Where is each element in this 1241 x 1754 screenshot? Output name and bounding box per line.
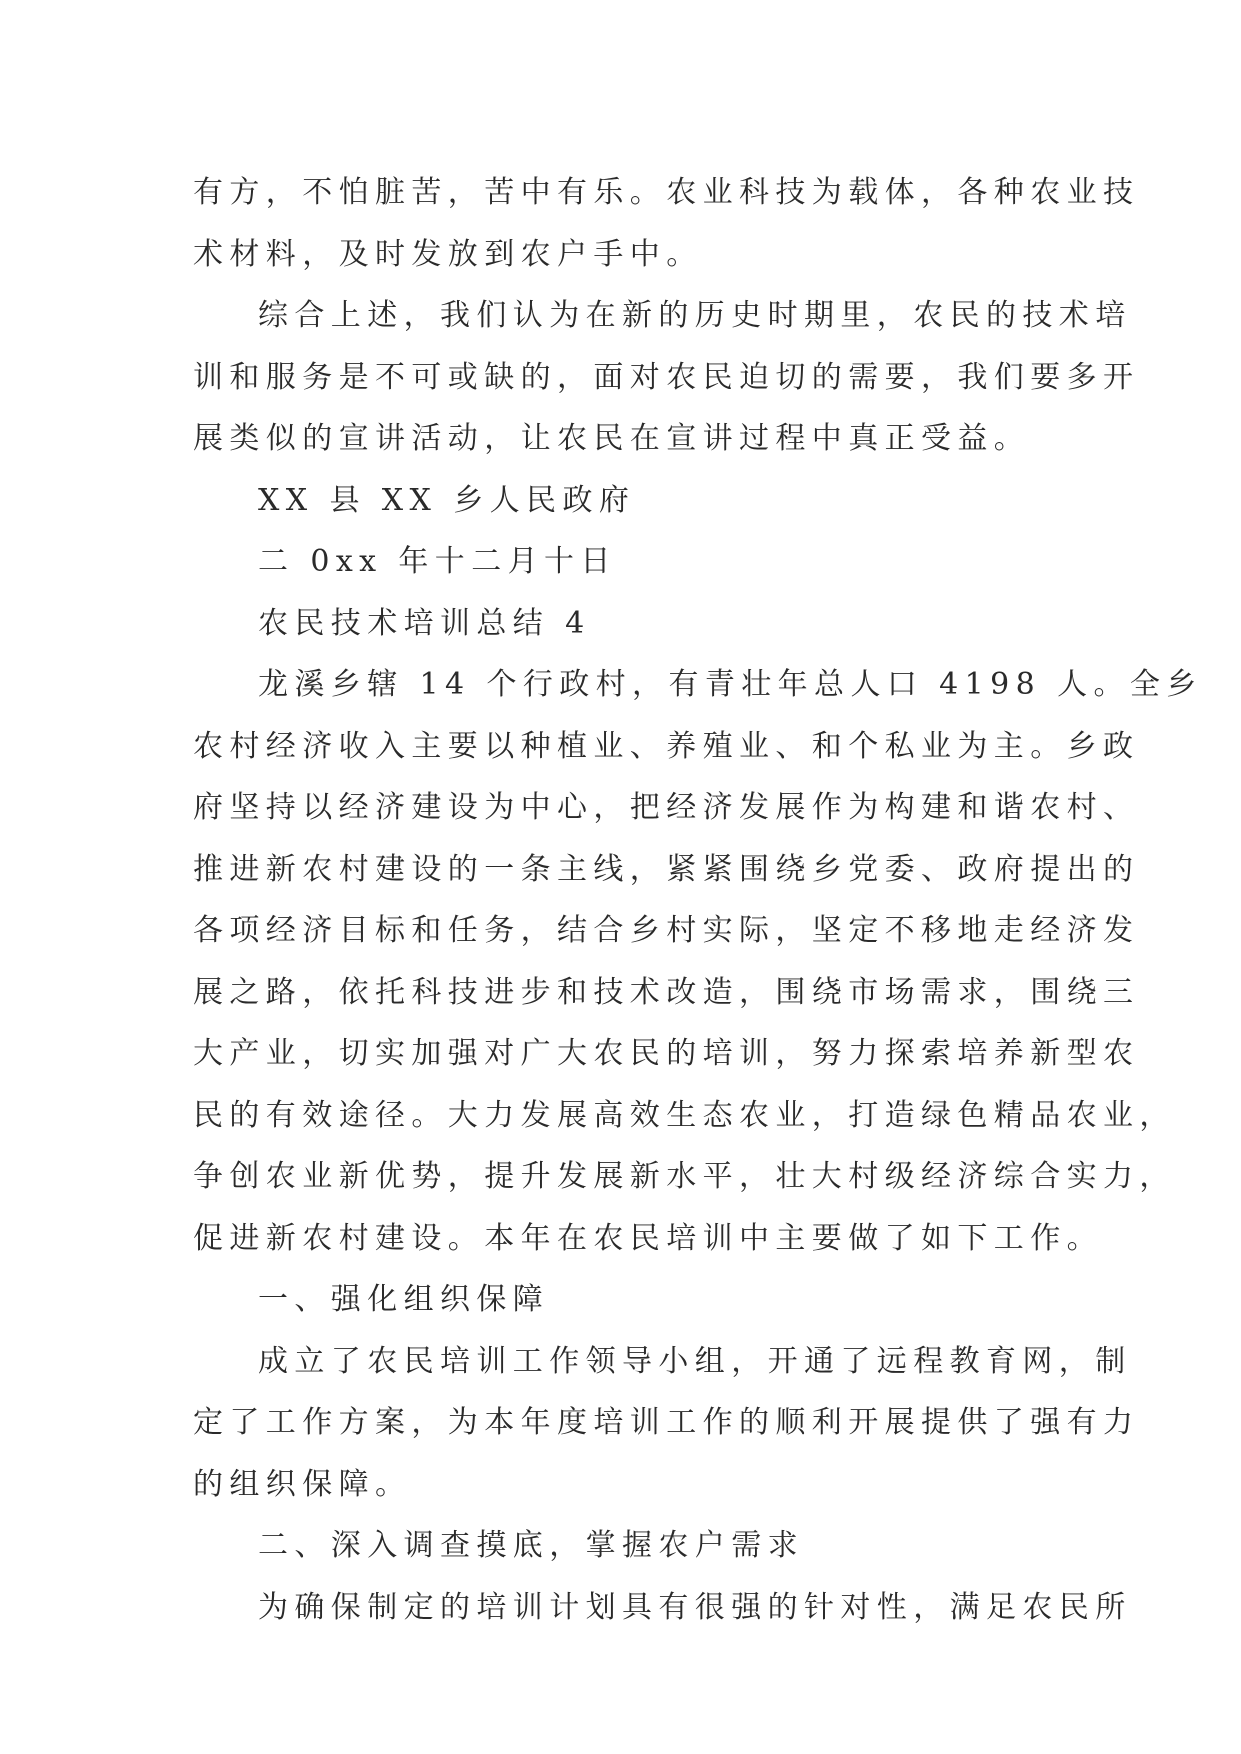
text-line: 民的有效途径。大力发展高效生态农业，打造绿色精品农业， [193,1097,1176,1133]
text-line: 展类似的宣讲活动，让农民在宣讲过程中真正受益。 [193,421,1031,456]
text-line: 各项经济目标和任务，结合乡村实际，坚定不移地走经济发 [193,913,1140,948]
text-line: 定了工作方案，为本年度培训工作的顺利开展提供了强有力 [193,1405,1140,1440]
text-line: 大产业，切实加强对广大农民的培训，努力探索培养新型农 [193,1036,1140,1071]
text-line: 府坚持以经济建设为中心，把经济发展作为构建和谐农村、 [193,790,1140,825]
text-line: 为确保制定的培训计划具有很强的针对性，满足农民所 [258,1589,1132,1625]
text-line: 术材料，及时发放到农户手中。 [193,236,703,272]
text-line: 促进新农村建设。本年在农民培训中主要做了如下工作。 [193,1220,1103,1256]
text-line: 农村经济收入主要以种植业、养殖业、和个私业为主。乡政 [193,728,1140,764]
text-line: 成立了农民培训工作领导小组，开通了远程教育网，制 [258,1343,1132,1379]
text-line: 展之路，依托科技进步和技术改造，围绕市场需求，围绕三 [193,974,1140,1010]
text-line: 推进新农村建设的一条主线，紧紧围绕乡党委、政府提出的 [193,851,1140,887]
signature-organization: XX 县 XX 乡人民政府 [258,482,636,518]
section-title: 农民技术培训总结 4 [258,605,591,641]
text-line: 的组织保障。 [193,1466,412,1502]
document-body [193,162,1203,1638]
text-line: 争创农业新优势，提升发展新水平，壮大村级经济综合实力， [193,1159,1176,1194]
text-line: 有方，不怕脏苦，苦中有乐。农业科技为载体，各种农业技 [193,175,1140,210]
text-line: 训和服务是不可或缺的，面对农民迫切的需要，我们要多开 [193,359,1140,395]
text-line: 综合上述，我们认为在新的历史时期里，农民的技术培 [258,298,1132,333]
signature-date: 二 0xx 年十二月十日 [258,544,617,579]
section-heading: 一、强化组织保障 [258,1282,550,1317]
text-line: 龙溪乡辖 14 个行政村，有青壮年总人口 4198 人。全乡 [258,667,1203,702]
section-heading: 二、深入调查摸底，掌握农户需求 [258,1528,804,1563]
